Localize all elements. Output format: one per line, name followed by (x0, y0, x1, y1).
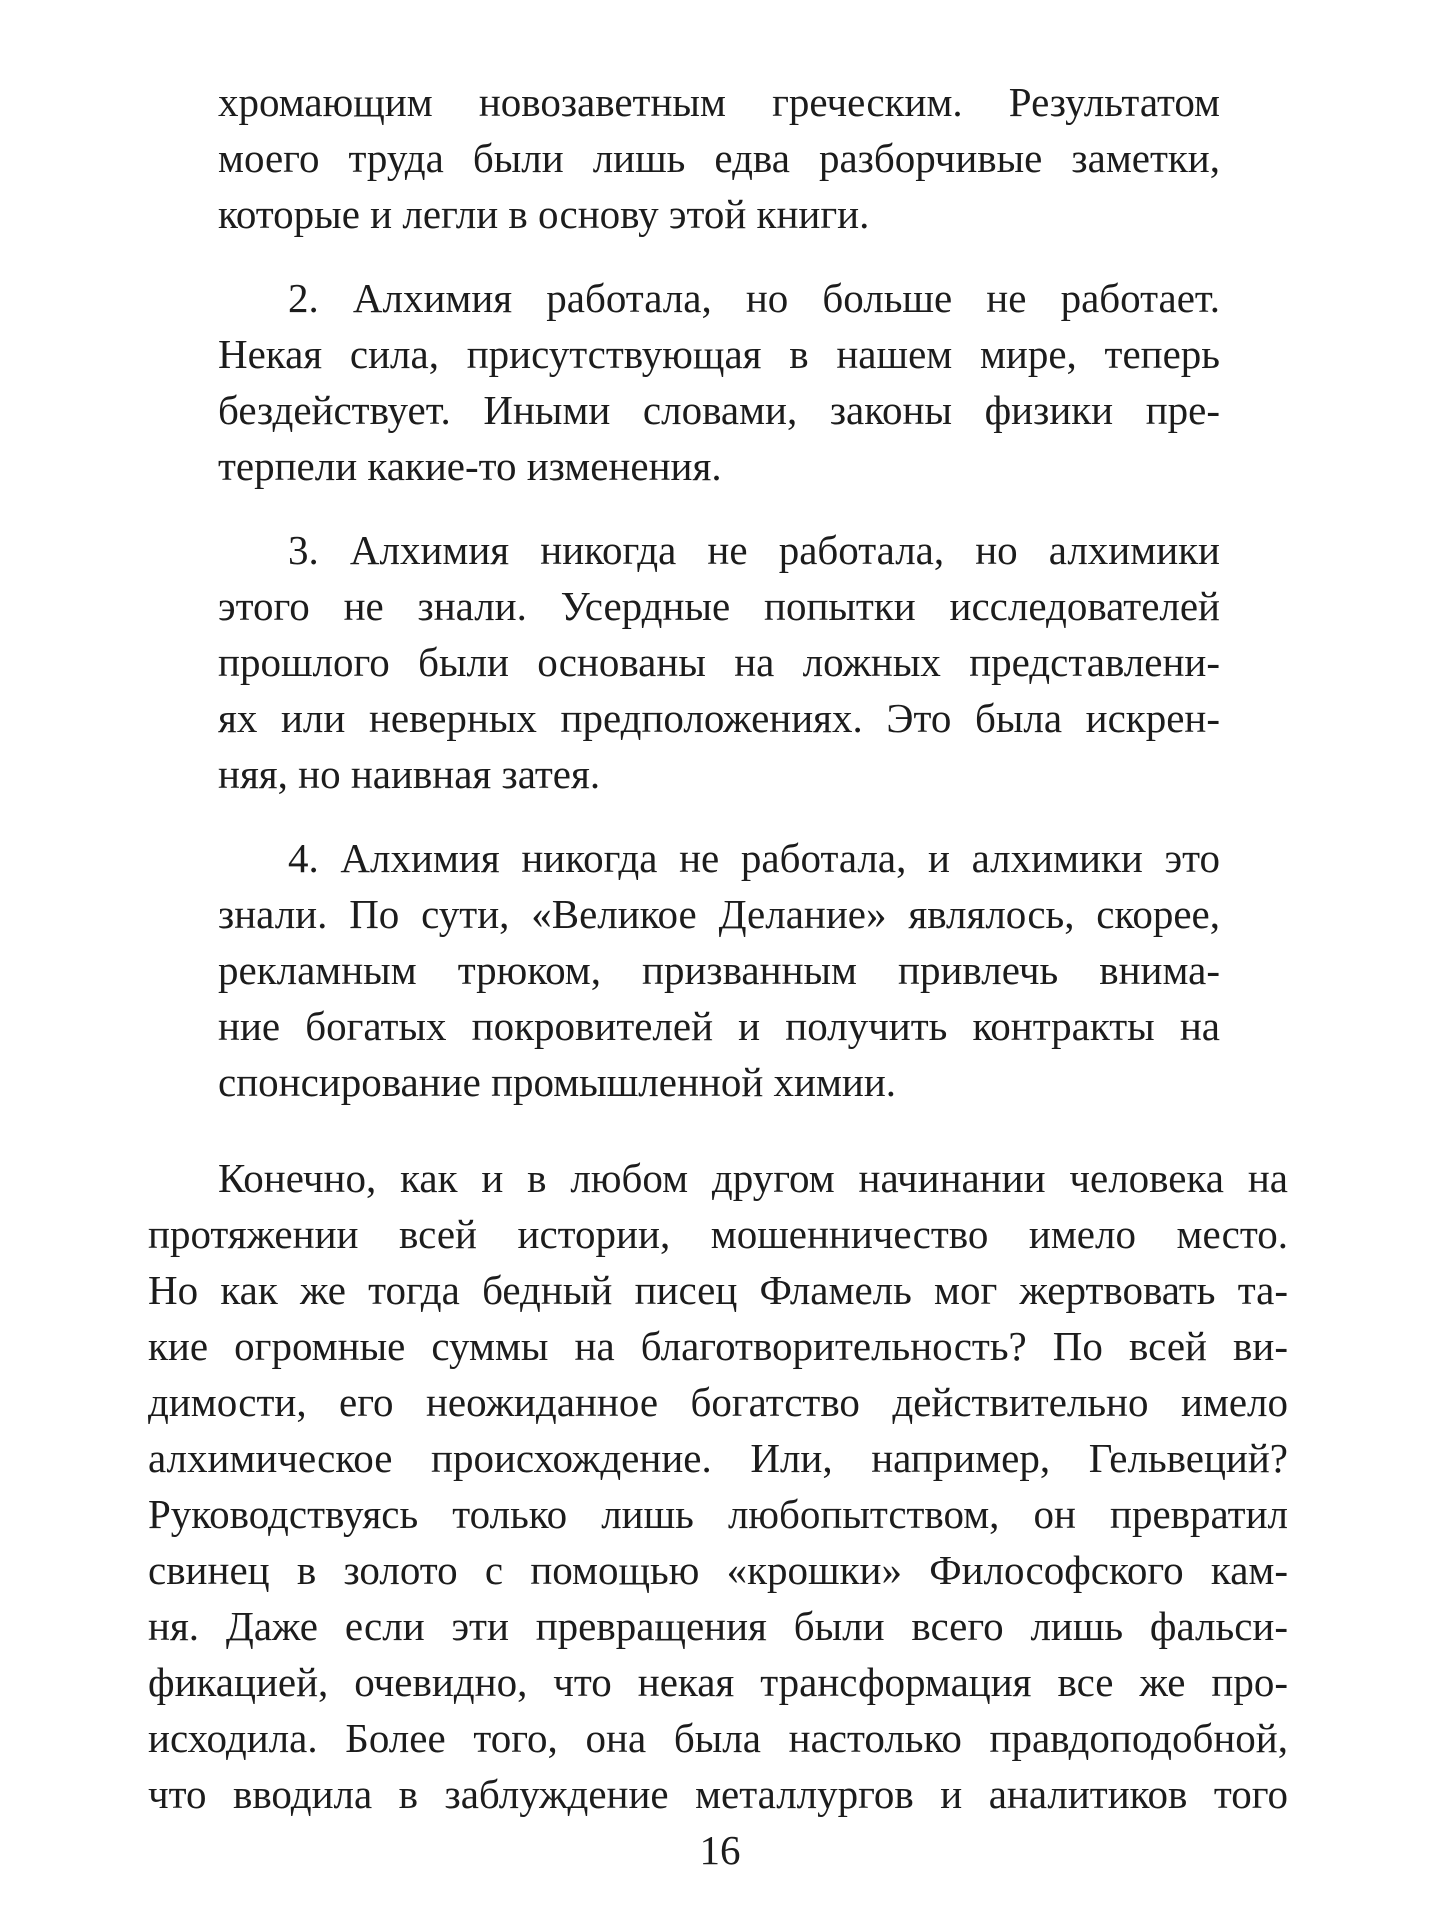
text-line: исходила. Более того, она была настолько правдоподобной, (148, 1715, 1288, 1761)
text-line: этого не знали. Усердные попытки исследователей (218, 583, 1220, 629)
text-line: что вводила в заблуждение металлургов и аналитиков того (148, 1771, 1288, 1817)
text-line: димости, его неожиданное богатство действительно имело (148, 1379, 1288, 1425)
text-line: которые и легли в основу этой книги. (218, 191, 870, 237)
page-number: 16 (699, 1827, 741, 1873)
text-line: няя, но наивная затея. (218, 751, 601, 797)
text-line: 4. Алхимия никогда не работала, и алхимики это (288, 835, 1220, 881)
text-line: знали. По сути, «Великое Делание» являлось, скорее, (218, 891, 1220, 937)
text-line: бездействует. Иными словами, законы физики пре- (218, 387, 1220, 433)
text-line: протяжении всей истории, мошенничество имело место. (148, 1211, 1288, 1257)
text-line: рекламным трюком, призванным привлечь внима- (218, 947, 1220, 993)
text-line: ня. Даже если эти превращения были всего лишь фальси- (148, 1603, 1288, 1649)
text-line: Руководствуясь только лишь любопытством, он превратил (148, 1491, 1288, 1537)
text-line: терпели какие-то изменения. (218, 443, 722, 489)
text-line: Но как же тогда бедный писец Фламель мог жертвовать та- (148, 1267, 1288, 1313)
text-line: прошлого были основаны на ложных представлени- (218, 639, 1220, 685)
text-line: ние богатых покровителей и получить контракты на (218, 1003, 1220, 1049)
text-line: спонсирование промышленной химии. (218, 1059, 897, 1105)
text-line: фикацией, очевидно, что некая трансформация все же про- (148, 1659, 1288, 1705)
text-line: Конечно, как и в любом другом начинании человека на (218, 1155, 1288, 1201)
text-line: кие огромные суммы на благотворительность? По всей ви- (148, 1323, 1288, 1369)
text-line: хромающим новозаветным греческим. Результатом (218, 79, 1220, 125)
text-line: ях или неверных предположениях. Это была искрен- (218, 695, 1220, 741)
text-line: 2. Алхимия работала, но больше не работает. (288, 275, 1220, 321)
text-line: моего труда были лишь едва разборчивые заметки, (218, 135, 1220, 181)
text-line: Некая сила, присутствующая в нашем мире, теперь (218, 331, 1220, 377)
text-line: свинец в золото с помощью «крошки» Философского кам- (148, 1547, 1288, 1593)
text-line: 3. Алхимия никогда не работала, но алхимики (288, 527, 1220, 573)
text-line: алхимическое происхождение. Или, например, Гельвеций? (148, 1435, 1288, 1481)
